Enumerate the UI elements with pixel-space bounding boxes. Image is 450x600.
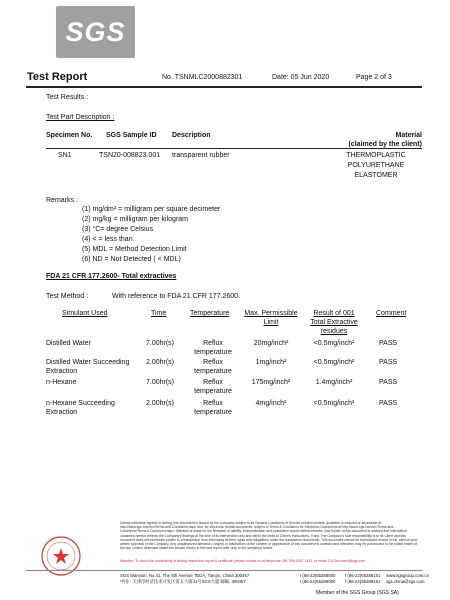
footer-fax-2: f (86-22)65288161	[345, 579, 381, 584]
part-description-label: Test Part Description :	[46, 114, 115, 121]
row-time: 2.00hr(s)	[146, 400, 175, 407]
header-divider	[26, 86, 422, 88]
report-title: Test Report	[27, 71, 88, 83]
row-comment: PASS	[379, 340, 398, 347]
remark-item: (4) < = less than	[82, 236, 133, 243]
col-temperature-header: Temperature	[190, 310, 230, 317]
row-time: 2.00hr(s)	[146, 359, 175, 366]
row-result: <0.5mg/inch²	[313, 340, 355, 347]
col-time-header: Time	[151, 310, 167, 317]
row-temp-2: temperature	[194, 349, 232, 356]
row-simulant-2: Extraction	[46, 368, 78, 375]
footer-email[interactable]: sgs.china@sgs.com	[386, 579, 425, 584]
sgs-logo	[56, 6, 135, 58]
col-sample-id-header: SGS Sample ID	[106, 132, 157, 139]
section-title: FDA 21 CFR 177.2600- Total extractives	[46, 273, 177, 280]
description-value: transparent rubber	[172, 152, 230, 159]
row-temp-2: temperature	[194, 409, 232, 416]
row-simulant: n-Hexane	[46, 379, 77, 386]
row-result: 1.4mg/inch²	[315, 379, 353, 386]
row-max: 1mg/inch²	[255, 359, 287, 366]
test-results-label: Test Results :	[46, 94, 89, 101]
row-result: <0.5mg/inch²	[313, 400, 355, 407]
row-temp: Reflux	[203, 379, 223, 386]
footer-member: Member of the SGS Group (SGS SA)	[316, 590, 399, 596]
remark-item: (6) ND = Not Detected ( < MDL)	[82, 256, 181, 263]
inspection-seal	[26, 535, 96, 577]
row-simulant: n-Hexane Succeeding	[46, 400, 115, 407]
row-comment: PASS	[379, 359, 398, 366]
remark-item: (3) °C= degree Celsius	[82, 226, 154, 233]
footer-tel: t (86-22)65288000	[300, 573, 336, 578]
footer-divider	[26, 570, 422, 571]
footer-attention: Attention: To check the authenticity of testing /inspection report & certificate, please contact us at telephone: (86-755) 8307 1443, or email: CN.Doccheck@sgs.com	[120, 559, 365, 563]
remark-item: (1) mg/dm² = milligram per square decimeter	[82, 206, 221, 213]
row-time: 7.00hr(s)	[146, 379, 175, 386]
footer-disclaimer: Unless otherwise agreed in writing, this document is issued by the Company subject to its General Conditions of Service printed overleaf, available on request or accessible at http://www.sgs.com/en/Terms-and-Conditions.aspx and, for electronic format documents, subject to Terms & Conditions for Electronic Documents at http://www.sgs.com/en/Terms-and-Conditions/Terms-e-Document.aspx. Attention is drawn to the limitation of liability, indemnification and jurisdiction issues defined therein. Any holder of this document is advised that information contained hereon reflects the Company's findings at the time of its intervention only and within the limits of Client's instructions, if any. The Company's sole responsibility is to its Client and this document does not exonerate parties to a transaction from exercising all their rights and obligations under the transaction documents. This document cannot be reproduced except in full, without prior written approval of the Company. Any unauthorized alteration, forgery or falsification of the content or appearance of this document is unlawful and offenders may be prosecuted to the fullest extent of the law. Unless otherwise stated the results shown in this test report refer only to the sample(s) tested.	[120, 521, 418, 551]
row-time: 7.00hr(s)	[146, 340, 175, 347]
specimen-value: SN1	[58, 152, 72, 159]
remark-item: (2) mg/kg = milligram per kilogram	[82, 216, 188, 223]
row-max: 20mg/inch²	[253, 340, 289, 347]
remark-item: (5) MDL = Method Detection Limit	[82, 246, 187, 253]
material-value-3: ELASTOMER	[354, 172, 398, 179]
row-max: 175mg/inch²	[251, 379, 291, 386]
row-temp-2: temperature	[194, 368, 232, 375]
logo-text: SGS	[65, 17, 126, 47]
row-result: <0.5mg/inch²	[313, 359, 355, 366]
row-simulant: Distilled Water	[46, 340, 91, 347]
col-description-header: Description	[172, 132, 211, 139]
col-max-subheader: Limit	[263, 319, 279, 326]
spec-table-divider	[46, 148, 422, 149]
report-number: No. TSNMLC2000882301	[162, 74, 243, 81]
footer-website[interactable]: www.sgsgroup.com.cn	[386, 573, 429, 578]
col-result-subheader-2: residues	[320, 328, 348, 335]
footer-address-en: SGS Mansion, No.41, The 5th Avenue TEDA, Tianjin, China 300457	[120, 573, 250, 578]
col-result-header: Result of 001	[313, 310, 355, 317]
row-comment: PASS	[379, 379, 398, 386]
col-simulant-header: Simulant Used	[62, 310, 108, 317]
col-specimen-header: Specimen No.	[46, 132, 93, 139]
test-method-value: With reference to FDA 21 CFR 177.2600.	[112, 293, 241, 300]
col-material-subheader: (claimed by the client)	[348, 141, 422, 148]
row-simulant: Distilled Water Succeeding	[46, 359, 130, 366]
material-value-1: THERMOPLASTIC	[346, 152, 406, 159]
col-material-header: Material	[395, 132, 422, 139]
col-max-header: Max. Permissible	[244, 310, 298, 317]
remarks-label: Remarks :	[46, 197, 78, 204]
footer-fax: f (86-22)65288161	[345, 573, 381, 578]
material-value-2: POLYURETHANE	[347, 162, 405, 169]
row-simulant-2: Extraction	[46, 409, 78, 416]
page-number: Page 2 of 3	[356, 74, 392, 81]
row-temp: Reflux	[203, 340, 223, 347]
row-max: 4mg/inch²	[255, 400, 287, 407]
report-date: Date: 05 Jun 2020	[272, 74, 330, 81]
row-temp: Reflux	[203, 359, 223, 366]
col-comment-header: Comment	[376, 310, 407, 317]
row-temp: Reflux	[203, 400, 223, 407]
row-temp-2: temperature	[194, 388, 232, 395]
footer-tel-2: t (86-22)65288000	[300, 579, 336, 584]
test-method-label: Test Method :	[46, 293, 89, 300]
sample-id-value: TSN20-008823.001	[99, 152, 161, 159]
row-comment: PASS	[379, 400, 398, 407]
footer-address-cn: 中国 · 天津市经济技术开发区第五大街41号SGS大厦 邮编: 300457	[120, 579, 246, 584]
col-result-subheader: Total Extractive	[310, 319, 358, 326]
